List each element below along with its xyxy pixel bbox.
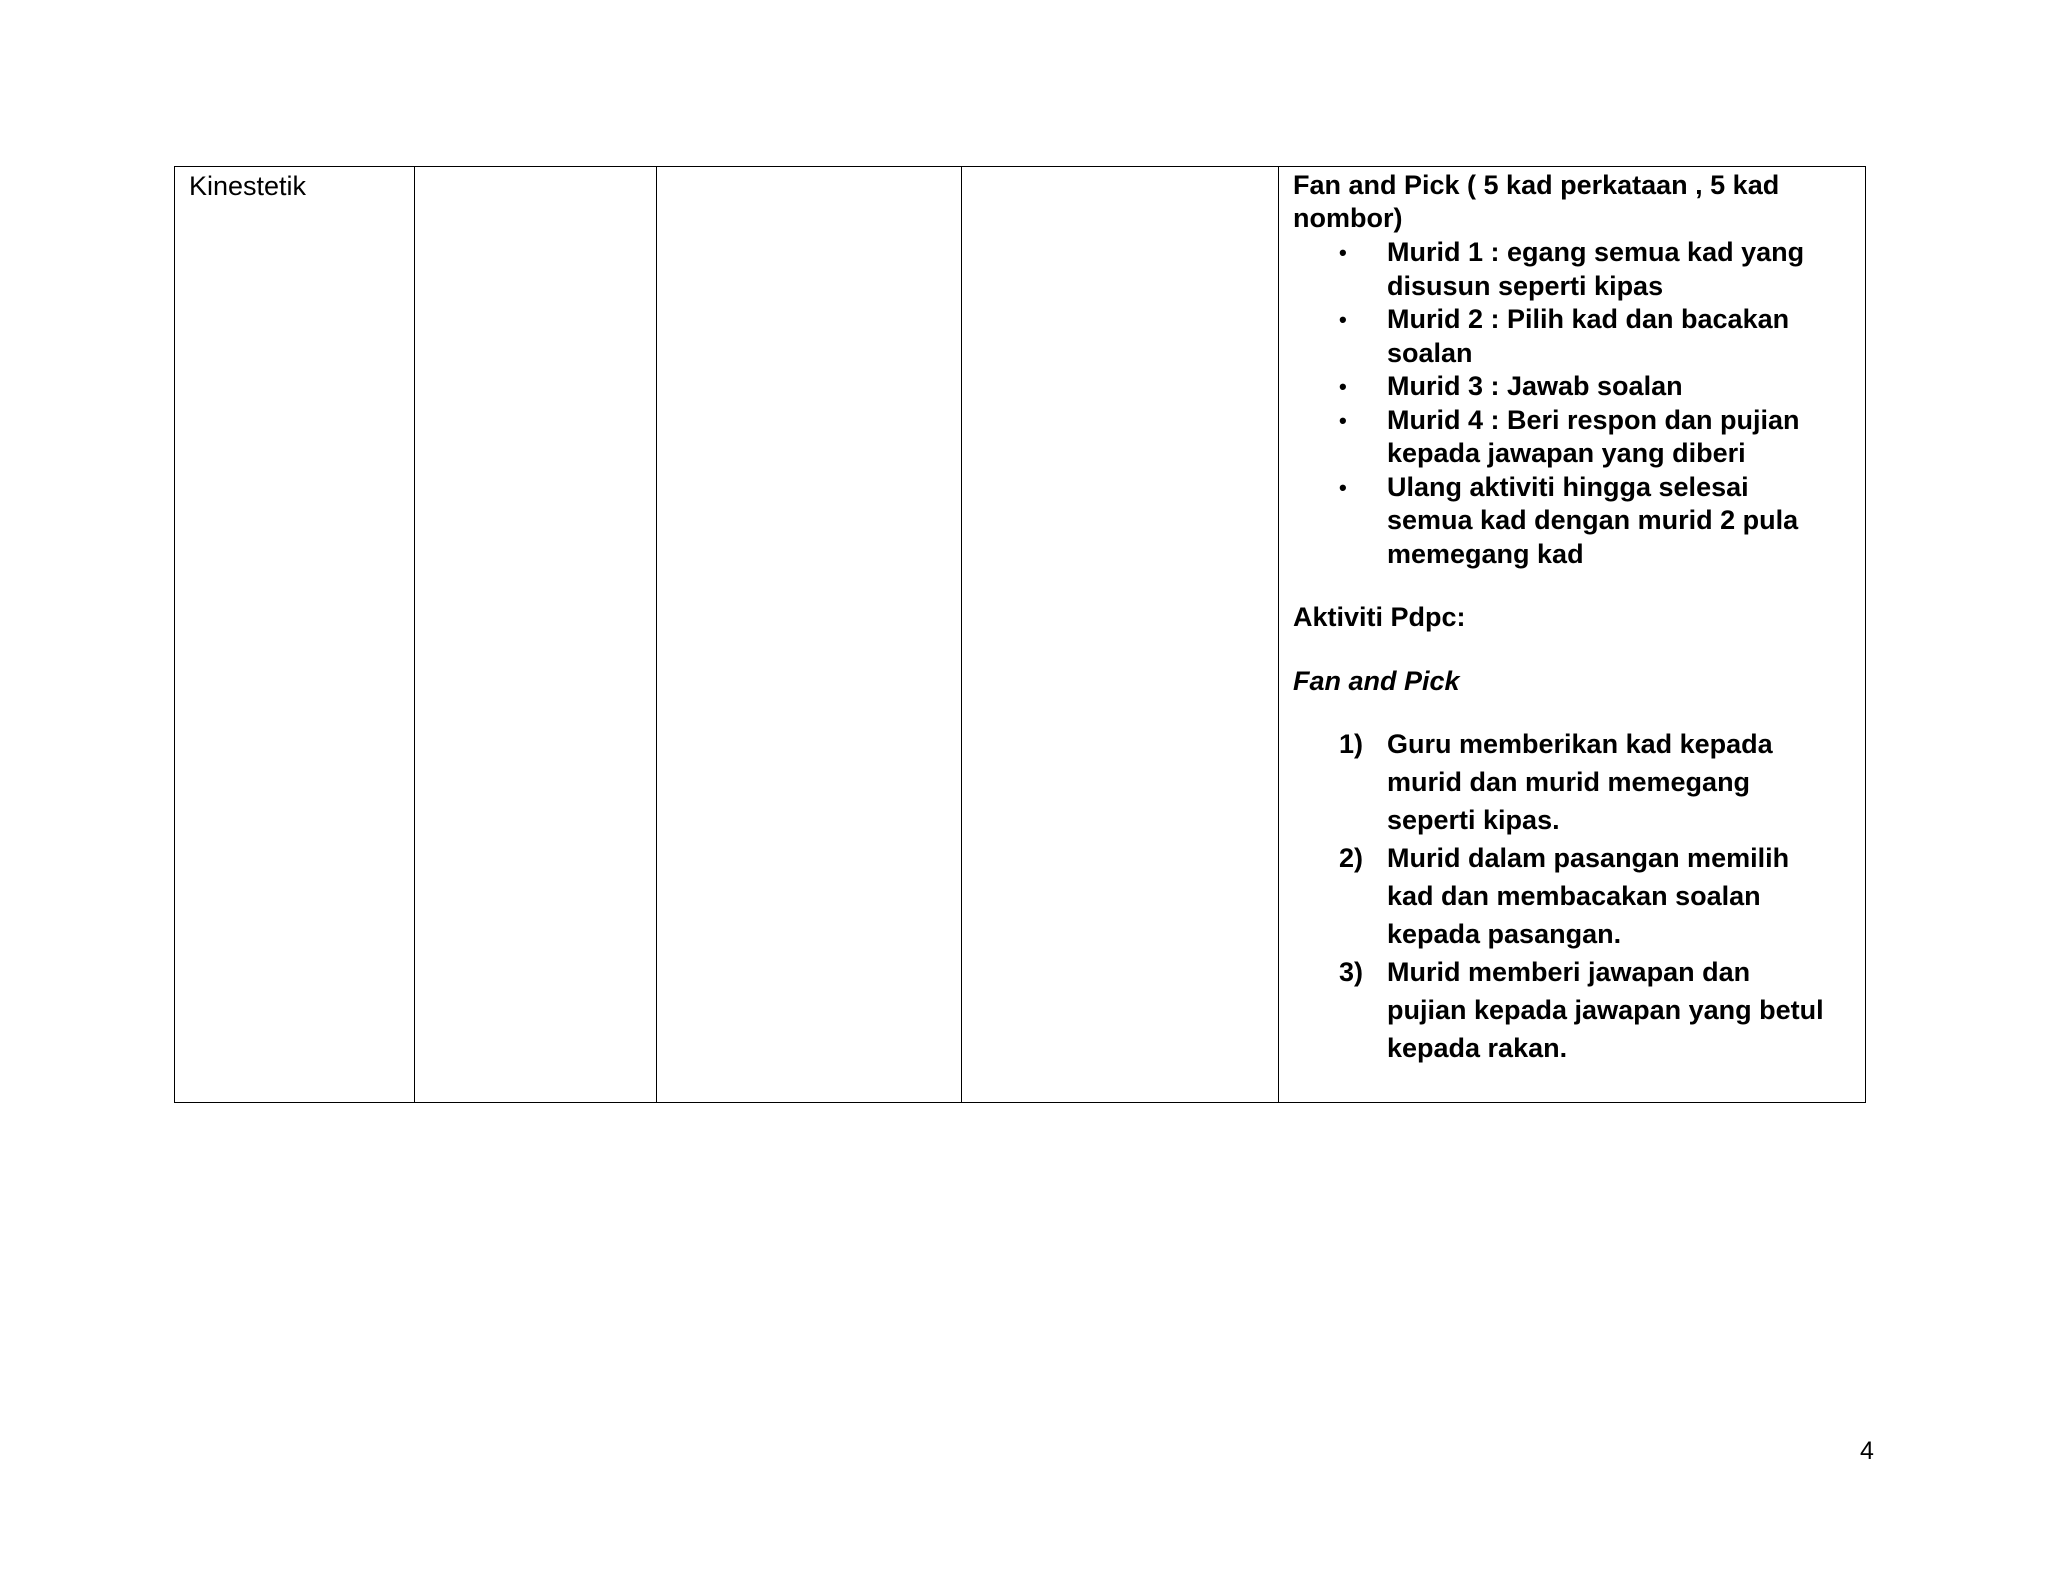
step-text-line: seperti kipas. xyxy=(1387,805,1560,835)
step-number: 3) xyxy=(1339,957,1364,987)
steps-list xyxy=(1293,725,1853,1067)
page-number: 4 xyxy=(1860,1437,1874,1465)
step-text-line: Guru memberikan kad kepada xyxy=(1387,729,1773,759)
bullet-item xyxy=(1293,370,1853,404)
step-text-line: Murid dalam pasangan memilih xyxy=(1387,843,1790,873)
bullet-item xyxy=(1293,404,1853,471)
category-label: Kinestetik xyxy=(189,171,307,201)
bullet-icon: • xyxy=(1339,474,1347,500)
activity-heading-line: Fan and Pick ( 5 kad perkataan , 5 kad xyxy=(1293,170,1780,200)
bullet-text-line: disusun seperti kipas xyxy=(1387,270,1664,301)
bullet-text-line: Ulang aktiviti hingga selesai xyxy=(1387,471,1749,502)
bullet-item xyxy=(1293,303,1853,370)
bullet-icon: • xyxy=(1339,374,1347,399)
bullet-text-line: semua kad dengan murid 2 pula xyxy=(1387,505,1799,535)
bullet-text-line: memegang kad xyxy=(1387,538,1584,569)
table-cell-empty-2 xyxy=(657,167,962,1103)
step-text-line: pujian kepada jawapan yang betul xyxy=(1387,995,1824,1025)
bullet-text-line: Murid 4 : Beri respon dan pujian xyxy=(1387,404,1800,435)
bullet-icon: • xyxy=(1339,307,1347,332)
bullet-item xyxy=(1293,236,1853,303)
table-cell-empty-3 xyxy=(962,167,1279,1103)
bullet-text-line: Murid 3 : Jawab soalan xyxy=(1387,371,1683,401)
step-text-line: kepada pasangan. xyxy=(1387,919,1622,949)
section-title: Aktiviti Pdpc: xyxy=(1293,602,1466,632)
bullet-text-line: Murid 1 : egang semua kad yang xyxy=(1387,237,1805,267)
table-cell-empty-1 xyxy=(415,167,657,1103)
activity-subtitle: Fan and Pick xyxy=(1293,666,1460,696)
activity-content xyxy=(1279,167,1865,1067)
step-text-line: kad dan membacakan soalan xyxy=(1387,881,1761,911)
step-item xyxy=(1293,839,1853,953)
step-number: 2) xyxy=(1339,843,1364,873)
bullet-icon: • xyxy=(1339,240,1347,265)
step-text-line: murid dan murid memegang xyxy=(1387,767,1751,797)
bullet-text-line: soalan xyxy=(1387,337,1473,368)
step-item xyxy=(1293,725,1853,839)
bullet-item xyxy=(1293,471,1853,572)
activity-heading xyxy=(1293,169,1853,235)
step-text-line: kepada rakan. xyxy=(1387,1033,1568,1063)
bullet-text-line: Murid 2 : Pilih kad dan bacakan xyxy=(1387,304,1790,334)
step-number: 1) xyxy=(1339,729,1364,759)
activity-heading-line: nombor) xyxy=(1293,203,1403,233)
role-bullet-list xyxy=(1293,236,1853,571)
step-item xyxy=(1293,953,1853,1067)
bullet-icon: • xyxy=(1339,407,1347,433)
table-row xyxy=(175,167,1866,1103)
table-cell-activity xyxy=(1279,167,1866,1103)
step-text-line: Murid memberi jawapan dan xyxy=(1387,957,1751,987)
bullet-text-line: kepada jawapan yang diberi xyxy=(1387,438,1746,468)
table-cell-category xyxy=(175,167,415,1103)
lesson-plan-table xyxy=(174,166,1866,1103)
